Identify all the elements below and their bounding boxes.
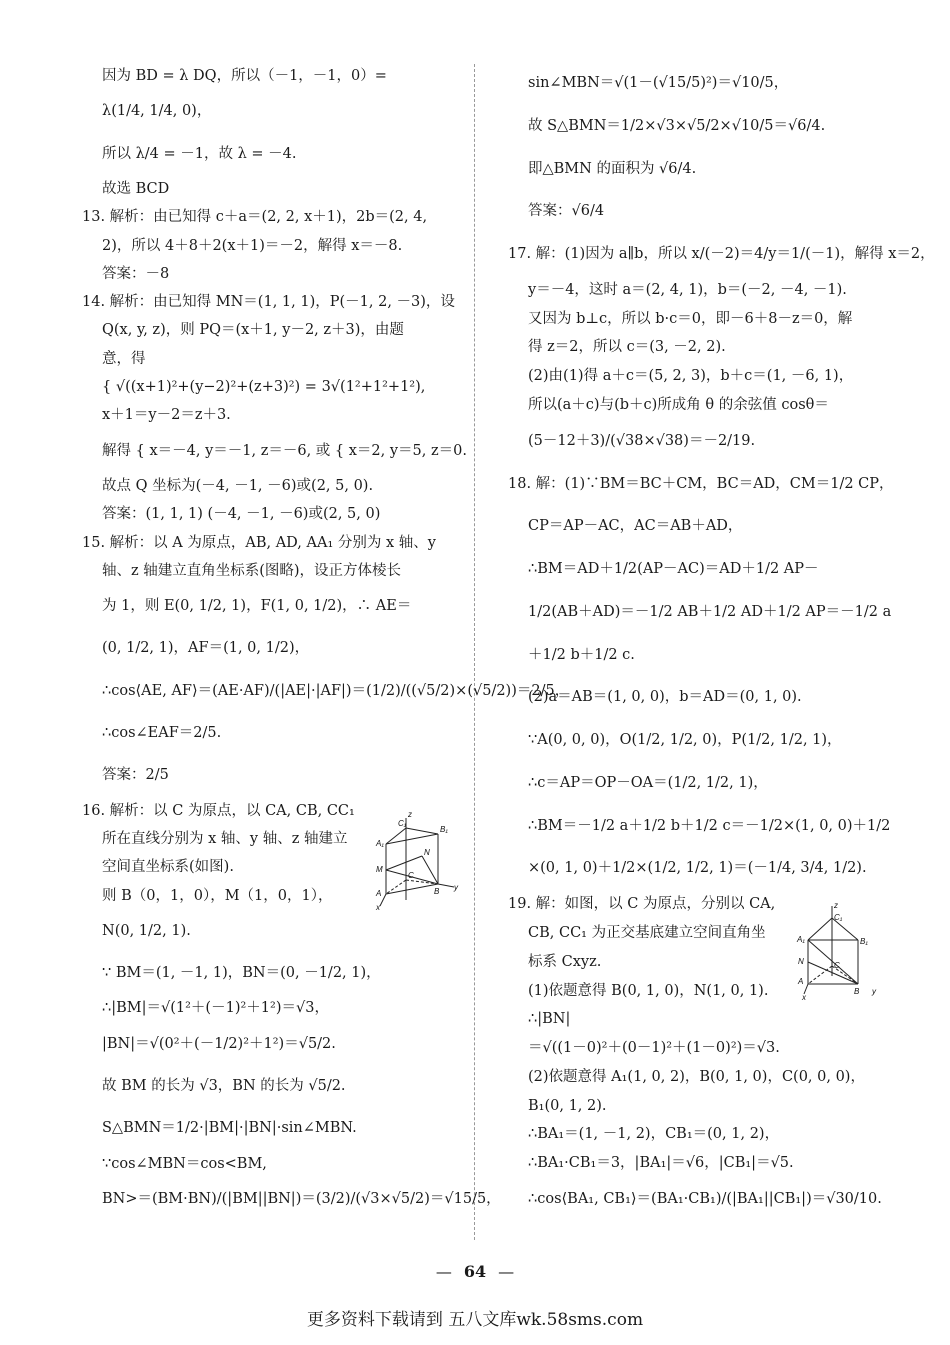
svg-text:A: A <box>376 889 382 898</box>
right-line-5: y＝－4，这时 a＝(2, 4, 1)，b＝(－2, －4, －1). <box>528 281 847 298</box>
right-line-15: ＋1/2 b＋1/2 c. <box>528 646 635 663</box>
svg-text:B₁: B₁ <box>440 825 448 834</box>
right-line-18: ∴c＝AP＝OP－OA＝(1/2, 1/2, 1)， <box>528 774 768 791</box>
svg-text:z: z <box>834 901 838 910</box>
left-line-8: Q(x, y, z)，则 PQ＝(x＋1, y－2, z＋3)，由题 <box>102 322 404 339</box>
figure-16-prism-diagram <box>376 808 462 912</box>
left-line-17: 为 1，则 E(0, 1/2, 1)，F(1, 0, 1/2)，∴ AE＝ <box>102 598 412 615</box>
right-line-2: 即△BMN 的面积为 √6/4. <box>528 160 697 177</box>
svg-text:y: y <box>872 987 876 996</box>
left-line-19: ∴cos⟨AE, AF⟩＝(AE·AF)/(|AE|·|AF|)＝(1/2)/((√5/2)×(√5/2))＝2/5， <box>102 682 570 699</box>
right-line-17: ∵A(0, 0, 0)，O(1/2, 1/2, 0)，P(1/2, 1/2, 1)， <box>528 732 842 749</box>
left-line-15: 15. 解析：以 A 为原点，AB, AD, AA₁ 分别为 x 轴、y <box>82 534 436 551</box>
right-line-28: B₁(0, 1, 2). <box>528 1097 607 1114</box>
left-line-16: 轴、z 轴建立直角坐标系(图略)，设正方体棱长 <box>102 562 402 579</box>
svg-text:C₁: C₁ <box>398 819 407 828</box>
left-line-12: 解得 { x＝－4, y＝－1, z＝－6, 或 { x＝2, y＝5, z＝0. <box>102 442 467 459</box>
svg-text:N: N <box>798 957 804 966</box>
left-line-23: 所在直线分别为 x 轴、y 轴、z 轴建立 <box>102 830 348 847</box>
svg-text:B: B <box>434 887 440 896</box>
left-line-0: 因为 BD = λ DQ，所以（－1，－1，0）= <box>102 68 387 84</box>
left-line-9: 意，得 <box>102 350 146 367</box>
left-line-24: 空间直坐标系(如图). <box>102 859 234 876</box>
right-line-10: (5－12＋3)/(√38×√38)＝－2/19. <box>528 432 756 449</box>
left-line-27: ∵ BM＝(1, －1, 1)，BN＝(0, －1/2, 1)， <box>102 965 381 982</box>
svg-text:A: A <box>798 977 804 986</box>
left-line-25: 则 B（0，1，0），M（1，0，1）， <box>102 887 333 904</box>
left-line-21: 答案：2/5 <box>102 767 169 784</box>
footer-download-note: 更多资料下载请到 五八文库wk.58sms.com <box>306 1310 644 1330</box>
right-line-9: 所以(a＋c)与(b＋c)所成角 θ 的余弦值 cosθ＝ <box>528 396 829 413</box>
left-line-22: 16. 解析：以 C 为原点，以 CA, CB, CC₁ <box>82 802 355 819</box>
right-line-24: (1)依题意得 B(0, 1, 0)，N(1, 0, 1). <box>528 982 769 999</box>
left-line-20: ∴cos∠EAF＝2/5. <box>102 725 222 742</box>
left-line-31: S△BMN＝1/2·|BM|·|BN|·sin∠MBN. <box>102 1120 357 1137</box>
svg-text:N: N <box>424 848 430 857</box>
svg-text:x: x <box>376 903 380 912</box>
left-line-4: 13. 解析：由已知得 c＋a＝(2, 2, x＋1)，2b＝(2, 4, <box>82 209 428 226</box>
svg-text:A₁: A₁ <box>797 935 805 944</box>
right-line-6: 又因为 b⊥c，所以 b·c＝0，即－6＋8－z＝0，解 <box>528 310 853 327</box>
right-line-0: sin∠MBN＝√(1－(√15/5)²)＝√10/5， <box>528 75 789 91</box>
left-line-18: (0, 1/2, 1)，AF＝(1, 0, 1/2)， <box>102 640 310 657</box>
left-line-26: N(0, 1/2, 1). <box>102 922 191 939</box>
left-line-13: 故点 Q 坐标为(－4, －1, －6)或(2, 5, 0). <box>102 477 374 494</box>
left-line-1: λ(1/4, 1/4, 0)， <box>102 103 212 120</box>
svg-text:C₁: C₁ <box>834 913 843 922</box>
right-line-20: ×(0, 1, 0)＋1/2×(1/2, 1/2, 1)＝(－1/4, 3/4, 1/2). <box>528 860 867 877</box>
right-line-22: CB, CC₁ 为正交基底建立空间直角坐 <box>528 925 766 942</box>
right-line-12: CP＝AP－AC，AC＝AB＋AD， <box>528 518 743 535</box>
right-line-21: 19. 解：如图，以 C 为原点，分别以 CA, <box>508 896 776 913</box>
left-line-33: BN>＝(BM·BN)/(|BM||BN|)＝(3/2)/(√3×√5/2)＝√15/5， <box>102 1191 501 1207</box>
right-line-7: 得 z＝2，所以 c＝(3, －2, 2). <box>528 339 726 356</box>
svg-text:y: y <box>454 883 458 892</box>
left-line-7: 14. 解析：由已知得 MN＝(1, 1, 1)，P(－1, 2, －3)，设 <box>82 294 455 311</box>
left-line-28: ∴|BM|＝√(1²＋(－1)²＋1²)＝√3， <box>102 1000 329 1017</box>
page-number-text: 64 <box>463 1262 487 1281</box>
left-line-6: 答案：－8 <box>102 265 170 282</box>
right-line-19: ∴BM＝－1/2 a＋1/2 b＋1/2 c＝－1/2×(1, 0, 0)＋1/2 <box>528 817 891 834</box>
left-line-32: ∵cos∠MBN＝cos<BM, <box>102 1155 267 1172</box>
svg-text:x: x <box>802 993 806 1002</box>
svg-text:A₁: A₁ <box>376 839 384 848</box>
left-line-10: { √((x+1)²+(y−2)²+(z+3)²) = 3√(1²+1²+1²), <box>102 379 426 396</box>
right-line-4: 17. 解：(1)因为 a∥b，所以 x/(－2)＝4/y＝1/(－1)，解得 x＝2， <box>508 246 935 263</box>
fig16-label: z <box>408 810 412 819</box>
right-line-27: (2)依题意得 A₁(1, 0, 2)，B(0, 1, 0)，C(0, 0, 0)， <box>528 1068 865 1085</box>
left-line-5: 2)，所以 4＋8＋2(x＋1)＝－2，解得 x＝－8. <box>102 237 403 254</box>
right-line-23: 标系 Cxyz. <box>528 953 602 970</box>
svg-text:C: C <box>834 961 840 970</box>
right-line-16: (2)a＝AB＝(1, 0, 0)，b＝AD＝(0, 1, 0). <box>528 689 802 706</box>
left-line-2: 所以 λ/4 = －1，故 λ = －4. <box>102 145 297 162</box>
right-line-30: ∴BA₁·CB₁＝3，|BA₁|＝√6，|CB₁|＝√5. <box>528 1155 794 1172</box>
right-line-1: 故 S△BMN＝1/2×√3×√5/2×√10/5＝√6/4. <box>528 117 826 134</box>
page-number: — 64 — <box>435 1262 515 1281</box>
figure-19-prism-diagram <box>796 900 882 1000</box>
svg-text:M: M <box>376 865 383 874</box>
left-line-14: 答案：(1, 1, 1) (－4, －1, －6)或(2, 5, 0) <box>102 506 381 523</box>
left-line-11: x＋1＝y－2＝z＋3. <box>102 407 231 424</box>
svg-text:B₁: B₁ <box>860 937 868 946</box>
right-line-11: 18. 解：(1)∵BM＝BC＋CM，BC＝AD，CM＝1/2 CP， <box>508 475 894 492</box>
right-line-8: (2)由(1)得 a＋c＝(5, 2, 3)，b＋c＝(1, －6, 1)， <box>528 368 854 385</box>
left-line-30: 故 BM 的长为 √3，BN 的长为 √5/2. <box>102 1078 346 1095</box>
column-divider <box>474 64 475 1240</box>
right-line-14: 1/2(AB＋AD)＝－1/2 AB＋1/2 AD＋1/2 AP＝－1/2 a <box>528 603 892 620</box>
right-line-13: ∴BM＝AD＋1/2(AP－AC)＝AD＋1/2 AP－ <box>528 561 819 578</box>
right-line-26: ＝√((1－0)²＋(0－1)²＋(1－0)²)＝√3. <box>528 1040 780 1057</box>
svg-text:B: B <box>854 987 860 996</box>
svg-text:C: C <box>408 871 414 880</box>
right-line-25: ∴|BN| <box>528 1011 571 1028</box>
left-line-29: |BN|＝√(0²＋(－1/2)²＋1²)＝√5/2. <box>102 1035 336 1052</box>
right-line-3: 答案：√6/4 <box>528 203 605 220</box>
left-line-3: 故选 BCD <box>102 180 170 197</box>
right-line-31: ∴cos⟨BA₁, CB₁⟩＝(BA₁·CB₁)/(|BA₁||CB₁|)＝√30/10. <box>528 1191 882 1207</box>
right-line-29: ∴BA₁＝(1, －1, 2)，CB₁＝(0, 1, 2)， <box>528 1126 780 1143</box>
